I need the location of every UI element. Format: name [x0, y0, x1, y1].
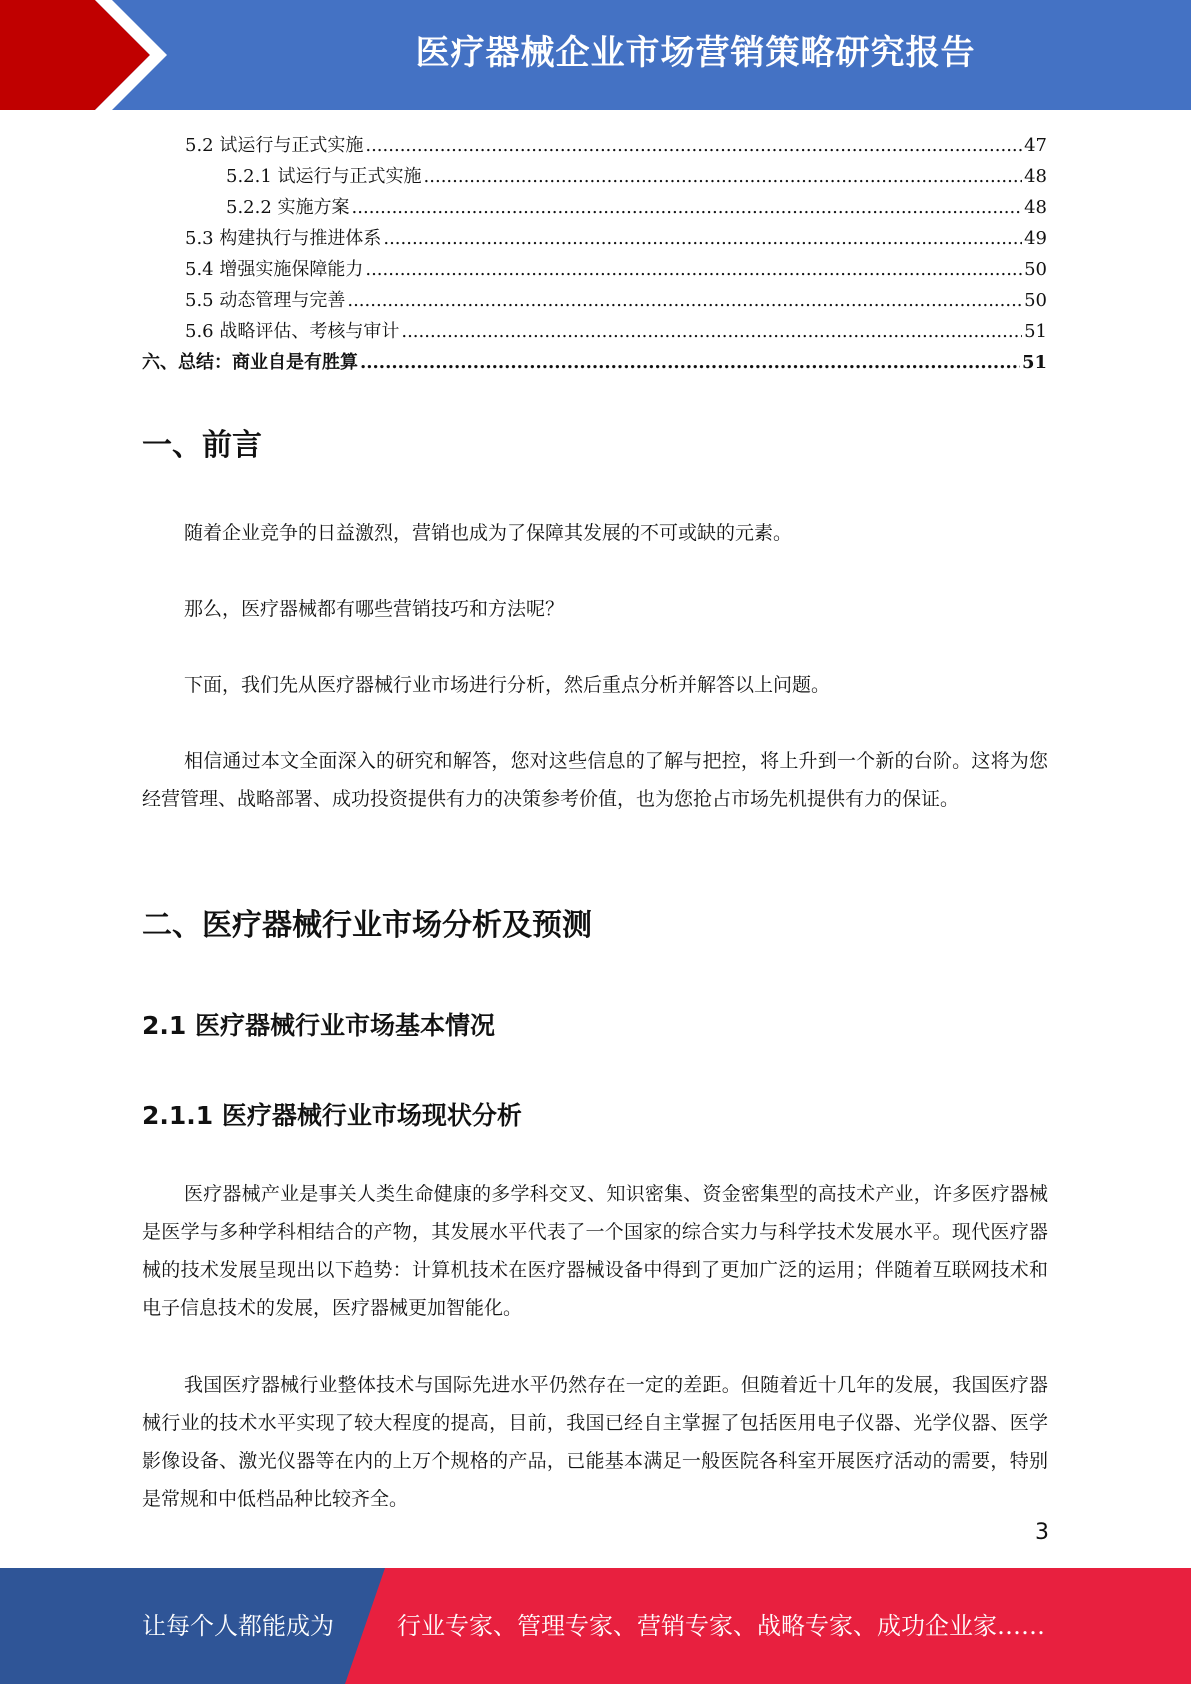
toc-entry-label: 5.6 战略评估、考核与审计 [185, 321, 400, 342]
toc-entry[interactable] [142, 223, 1047, 254]
toc-entry[interactable] [142, 130, 1047, 161]
toc-entry-label: 5.5 动态管理与完善 [185, 290, 346, 311]
paragraph: 医疗器械产业是事关人类生命健康的多学科交叉、知识密集、资金密集型的高技术产业，许多医疗器械是医学与多种学科相结合的产物，其发展水平代表了一个国家的综合实力与科学技术发展水平。现代医疗器械的技术发展呈现出以下趋势：计算机技术在医疗器械设备中得到了更加广泛的运用；伴随着互联网技术和电子信息技术的发展，医疗器械更加智能化。 [142, 1183, 1048, 1319]
toc-leader-dots [401, 316, 1022, 347]
toc-entry-label: 5.2.2 实施方案 [226, 197, 350, 218]
page-number: 3 [1035, 1520, 1049, 1545]
section-heading: 二、医疗器械行业市场分析及预测 [142, 908, 592, 943]
toc-leader-dots [365, 130, 1022, 161]
table-of-contents [142, 130, 1047, 378]
toc-entry-page: 51 [1021, 352, 1047, 373]
header-arrow-decoration [0, 0, 220, 110]
toc-entry[interactable] [142, 316, 1047, 347]
subsubsection-heading: 2.1.1 医疗器械行业市场现状分析 [142, 1101, 522, 1130]
toc-entry-page: 50 [1024, 259, 1047, 280]
page-footer [0, 1568, 1191, 1684]
toc-entry-page: 48 [1024, 197, 1047, 218]
toc-entry-page: 47 [1024, 135, 1047, 156]
toc-leader-dots [352, 192, 1023, 223]
section-heading: 一、前言 [142, 428, 262, 463]
toc-entry-label: 5.4 增强实施保障能力 [185, 259, 364, 280]
toc-leader-dots [347, 285, 1022, 316]
toc-entry-label: 5.2.1 试运行与正式实施 [226, 166, 422, 187]
toc-entry[interactable] [142, 285, 1047, 316]
paragraph: 那么，医疗器械都有哪些营销技巧和方法呢？ [184, 598, 565, 620]
page-header [0, 0, 1191, 110]
toc-entry[interactable] [142, 254, 1047, 285]
report-title: 医疗器械企业市场营销策略研究报告 [415, 33, 976, 73]
toc-entry-page: 48 [1024, 166, 1047, 187]
toc-entry-page: 50 [1024, 290, 1047, 311]
toc-entry-label: 5.3 构建执行与推进体系 [185, 228, 382, 249]
toc-leader-dots [360, 347, 1020, 378]
toc-entry-label: 六、总结：商业自是有胜算 [142, 352, 358, 373]
footer-slogan-left: 让每个人都能成为 [142, 1612, 334, 1640]
paragraph: 下面，我们先从医疗器械行业市场进行分析，然后重点分析并解答以上问题。 [184, 674, 831, 696]
toc-leader-dots [424, 161, 1023, 192]
toc-entry[interactable] [142, 347, 1047, 378]
footer-slogan-right: 行业专家、管理专家、营销专家、战略专家、成功企业家…… [397, 1612, 1045, 1640]
toc-entry[interactable] [142, 161, 1047, 192]
toc-leader-dots [383, 223, 1022, 254]
toc-leader-dots [365, 254, 1022, 285]
subsection-heading: 2.1 医疗器械行业市场基本情况 [142, 1011, 495, 1040]
toc-entry[interactable] [142, 192, 1047, 223]
toc-entry-label: 5.2 试运行与正式实施 [185, 135, 364, 156]
paragraph: 我国医疗器械行业整体技术与国际先进水平仍然存在一定的差距。但随着近十几年的发展，我国医疗器械行业的技术水平实现了较大程度的提高，目前，我国已经自主掌握了包括医用电子仪器、光学仪器、医学影像设备、激光仪器等在内的上万个规格的产品，已能基本满足一般医院各科室开展医疗活动的需要，特别是常规和中低档品种比较齐全。 [142, 1374, 1048, 1510]
paragraph: 随着企业竞争的日益激烈，营销也成为了保障其发展的不可或缺的元素。 [184, 522, 793, 544]
toc-entry-page: 49 [1024, 228, 1047, 249]
toc-entry-page: 51 [1024, 321, 1047, 342]
paragraph: 相信通过本文全面深入的研究和解答，您对这些信息的了解与把控，将上升到一个新的台阶。这将为您经营管理、战略部署、成功投资提供有力的决策参考价值，也为您抢占市场先机提供有力的保证。 [142, 750, 1048, 810]
